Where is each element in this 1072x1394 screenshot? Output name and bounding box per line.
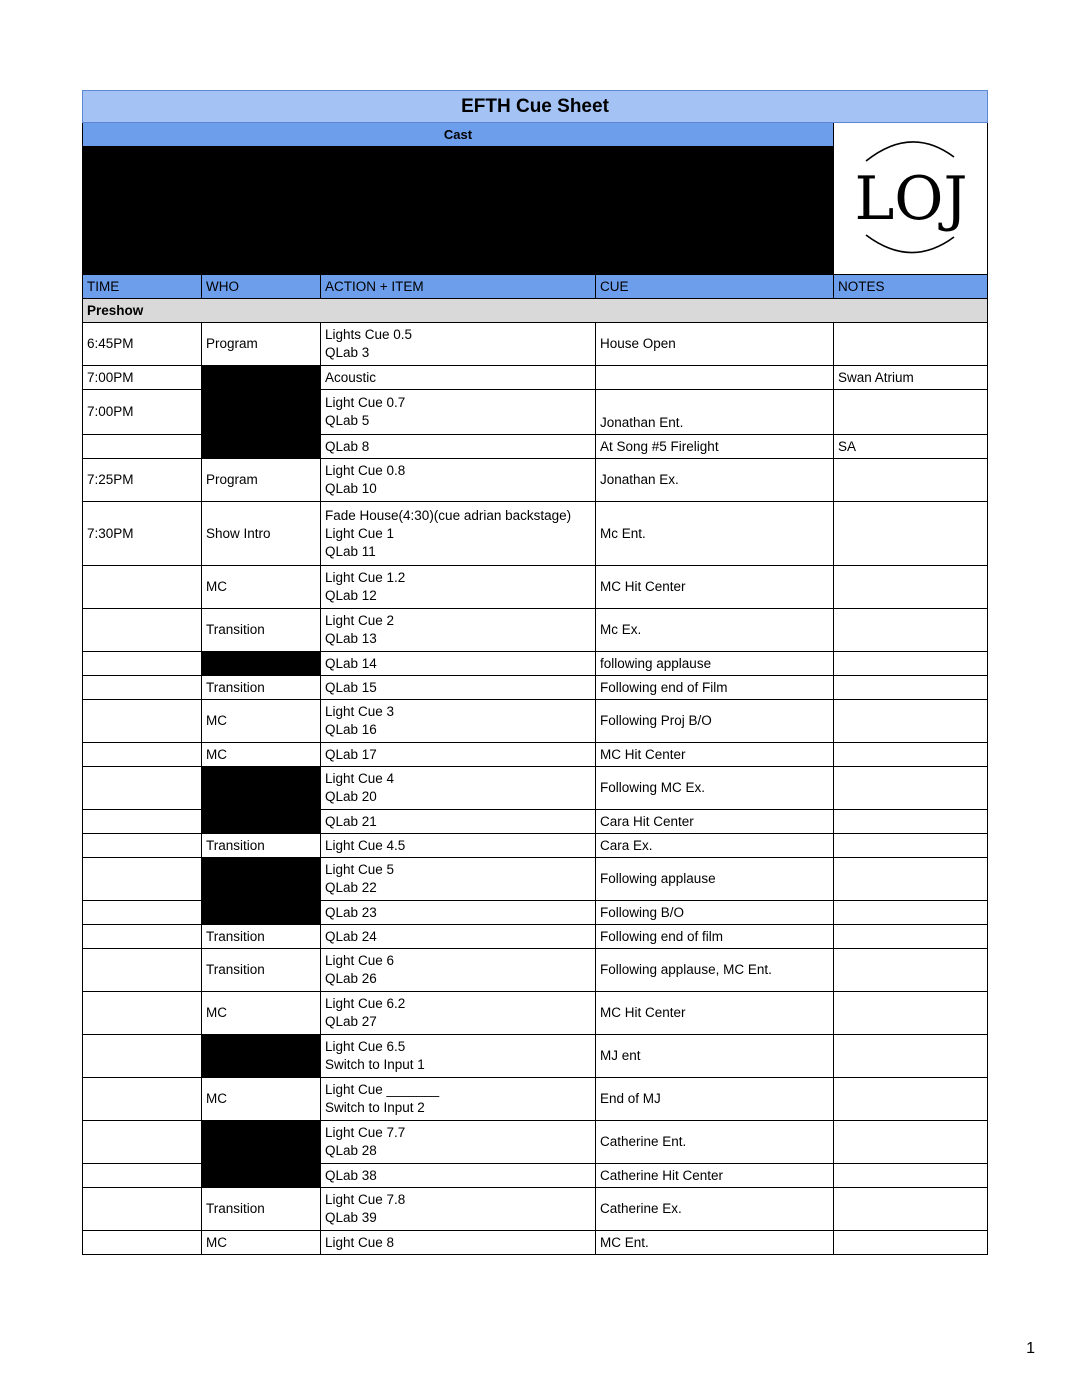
cell-notes [834,609,988,652]
cell-who-redacted [202,1035,321,1078]
cell-time [83,810,202,834]
action-line: QLab 39 [325,1210,377,1225]
action-line: QLab 26 [325,971,377,986]
action-line: QLab 11 [325,543,376,559]
table-row [83,925,988,949]
column-header-cue: CUE [596,275,834,299]
sheet-title: EFTH Cue Sheet [83,91,988,123]
cell-notes [834,459,988,502]
cell-who: MC [202,700,321,743]
cell-who: Transition [202,949,321,992]
column-header-action: ACTION + ITEM [321,275,596,299]
action-line: Switch to Input 1 [325,1057,425,1072]
action-line: QLab 15 [325,679,377,695]
table-row [83,1231,988,1255]
cell-time: 7:30PM [83,502,202,566]
cell-action [321,767,596,810]
cell-notes [834,390,988,435]
column-header-notes: NOTES [834,275,988,299]
table-row [83,1078,988,1121]
cell-notes [834,858,988,901]
cell-cue: House Open [596,323,834,366]
table-row [83,810,988,834]
cell-cue: Following end of film [596,925,834,949]
cell-notes [834,1164,988,1188]
cell-action [321,676,596,700]
cell-action [321,1035,596,1078]
action-line: Light Cue _______ [325,1082,440,1097]
cell-cue: MC Ent. [596,1231,834,1255]
cell-notes [834,767,988,810]
cell-notes [834,502,988,566]
cell-action [321,925,596,949]
cell-notes [834,700,988,743]
cell-cue: Following MC Ex. [596,767,834,810]
redacted-cast-block [83,147,834,275]
cell-who: Transition [202,834,321,858]
cell-action [321,1164,596,1188]
page-number: 1 [1026,1340,1035,1357]
action-line: QLab 3 [325,345,370,360]
cell-action [321,743,596,767]
cell-notes [834,676,988,700]
table-row [83,1121,988,1164]
action-line: QLab 21 [325,813,377,829]
action-line: Light Cue 6.5 [325,1039,406,1054]
cell-action [321,459,596,502]
cell-notes [834,566,988,609]
action-line: Acoustic [325,369,377,385]
cell-time [83,609,202,652]
action-line: QLab 38 [325,1167,377,1183]
cell-cue: MJ ent [596,1035,834,1078]
cell-cue: Jonathan Ex. [596,459,834,502]
cell-cue: MC Hit Center [596,743,834,767]
cell-action [321,810,596,834]
action-line: Light Cue 0.7 [325,395,406,410]
table-row [83,1035,988,1078]
cell-notes [834,1078,988,1121]
table-row [83,901,988,925]
cell-cue: Catherine Ent. [596,1121,834,1164]
action-line: QLab 20 [325,789,377,804]
cell-who-redacted [202,901,321,925]
cell-notes [834,834,988,858]
table-row [83,700,988,743]
cell-time [83,566,202,609]
cell-who: Show Intro [202,502,321,566]
action-line: Light Cue 1 [325,525,395,541]
cell-time [83,1078,202,1121]
action-line: QLab 5 [325,413,370,428]
cell-time: 7:00PM [83,390,202,435]
cell-cue: Cara Ex. [596,834,834,858]
cell-time: 6:45PM [83,323,202,366]
action-line: Light Cue 8 [325,1234,395,1250]
table-row [83,858,988,901]
cell-who: Transition [202,1188,321,1231]
cell-cue: End of MJ [596,1078,834,1121]
action-line: QLab 17 [325,746,377,762]
cell-action [321,992,596,1035]
cell-action [321,1078,596,1121]
cell-time [83,925,202,949]
cell-cue: Cara Hit Center [596,810,834,834]
action-line: Light Cue 3 [325,704,395,719]
cell-notes [834,949,988,992]
table-row [83,834,988,858]
cell-time [83,834,202,858]
cell-time [83,992,202,1035]
loj-logo-icon [836,123,986,269]
cell-action [321,1121,596,1164]
logo-text: LOJ [853,164,968,234]
cue-sheet-table [82,90,988,1255]
action-line: QLab 27 [325,1014,377,1029]
cell-time [83,435,202,459]
cell-time [83,901,202,925]
cell-cue [596,366,834,390]
cell-notes: Swan Atrium [834,366,988,390]
cell-time [83,1188,202,1231]
cell-cue: following applause [596,652,834,676]
action-line: Light Cue 5 [325,862,395,877]
column-header-who: WHO [202,275,321,299]
action-line: QLab 22 [325,880,377,895]
cell-notes [834,1121,988,1164]
table-row [83,1188,988,1231]
cell-cue: MC Hit Center [596,992,834,1035]
action-line: QLab 24 [325,928,377,944]
table-row [83,767,988,810]
table-row [83,676,988,700]
cell-time [83,1121,202,1164]
cell-time [83,676,202,700]
cell-who: Transition [202,676,321,700]
table-row [83,992,988,1035]
cell-who-redacted [202,390,321,435]
cell-who-redacted [202,652,321,676]
cell-time [83,767,202,810]
cell-time [83,949,202,992]
cell-cue: Following Proj B/O [596,700,834,743]
cell-action [321,435,596,459]
cell-time [83,1164,202,1188]
table-row [83,502,988,566]
logo [834,123,988,275]
action-line: Light Cue 7.7 [325,1125,406,1140]
cell-action [321,901,596,925]
cell-who-redacted [202,1121,321,1164]
action-line: QLab 28 [325,1143,377,1158]
cell-notes [834,1035,988,1078]
cell-action [321,502,596,566]
column-header-time: TIME [83,275,202,299]
table-row [83,459,988,502]
action-line: Light Cue 4.5 [325,837,406,853]
cell-cue: Catherine Hit Center [596,1164,834,1188]
cell-who-redacted [202,435,321,459]
action-line: Switch to Input 2 [325,1100,425,1115]
cell-action [321,858,596,901]
cell-notes [834,925,988,949]
cell-action [321,566,596,609]
action-line: Light Cue 7.8 [325,1192,406,1207]
cell-notes [834,743,988,767]
cell-time: 7:25PM [83,459,202,502]
cell-notes [834,1188,988,1231]
cell-who-redacted [202,858,321,901]
action-line: QLab 10 [325,481,377,496]
cell-who: Program [202,459,321,502]
cell-cue: Following B/O [596,901,834,925]
cell-notes [834,810,988,834]
cell-action [321,700,596,743]
action-line: Light Cue 4 [325,771,395,786]
action-line: Light Cue 0.8 [325,463,406,478]
cell-action [321,949,596,992]
cell-time [83,743,202,767]
cell-cue: MC Hit Center [596,566,834,609]
cell-action [321,323,596,366]
cell-who: Transition [202,925,321,949]
cell-cue: Mc Ent. [596,502,834,566]
cell-who-redacted [202,1164,321,1188]
table-row [83,652,988,676]
cell-action [321,652,596,676]
cell-notes [834,901,988,925]
cast-header: Cast [83,123,834,147]
cell-time [83,652,202,676]
table-row [83,435,988,459]
cell-time: 7:00PM [83,366,202,390]
action-line: QLab 23 [325,904,377,920]
cell-time [83,700,202,743]
cell-cue: Jonathan Ent. [596,390,834,435]
action-line: Light Cue 1.2 [325,570,406,585]
cell-who-redacted [202,366,321,390]
cell-who: Program [202,323,321,366]
cell-who-redacted [202,767,321,810]
cell-cue: At Song #5 Firelight [596,435,834,459]
cell-action [321,834,596,858]
cell-cue: Mc Ex. [596,609,834,652]
action-line: QLab 16 [325,722,377,737]
cell-who: MC [202,1078,321,1121]
action-line: QLab 12 [325,588,377,603]
cell-who: MC [202,1231,321,1255]
table-row [83,390,988,435]
cell-action [321,366,596,390]
cell-notes [834,992,988,1035]
cell-notes [834,323,988,366]
cell-notes: SA [834,435,988,459]
cell-notes [834,1231,988,1255]
action-line: QLab 8 [325,438,370,454]
cell-cue: Catherine Ex. [596,1188,834,1231]
cell-who: Transition [202,609,321,652]
action-line: Lights Cue 0.5 [325,327,413,342]
action-line: QLab 14 [325,655,377,671]
cell-action [321,609,596,652]
cell-action [321,390,596,435]
table-row [83,743,988,767]
table-row [83,566,988,609]
action-line: Light Cue 6 [325,953,395,968]
table-row [83,323,988,366]
action-line: Light Cue 6.2 [325,996,406,1011]
table-row [83,1164,988,1188]
cell-who: MC [202,743,321,767]
cell-time [83,858,202,901]
table-row [83,366,988,390]
cell-who: MC [202,992,321,1035]
cell-action [321,1231,596,1255]
cell-cue: Following applause [596,858,834,901]
cell-who: MC [202,566,321,609]
section-preshow: Preshow [83,299,988,323]
cell-time [83,1231,202,1255]
table-row [83,609,988,652]
action-line: QLab 13 [325,631,377,646]
cell-who-redacted [202,810,321,834]
action-line: Fade House(4:30)(cue adrian backstage) [325,507,572,523]
cell-cue: Following end of Film [596,676,834,700]
cell-time [83,1035,202,1078]
cell-cue: Following applause, MC Ent. [596,949,834,992]
cell-action [321,1188,596,1231]
action-line: Light Cue 2 [325,613,395,628]
table-row [83,949,988,992]
cell-notes [834,652,988,676]
